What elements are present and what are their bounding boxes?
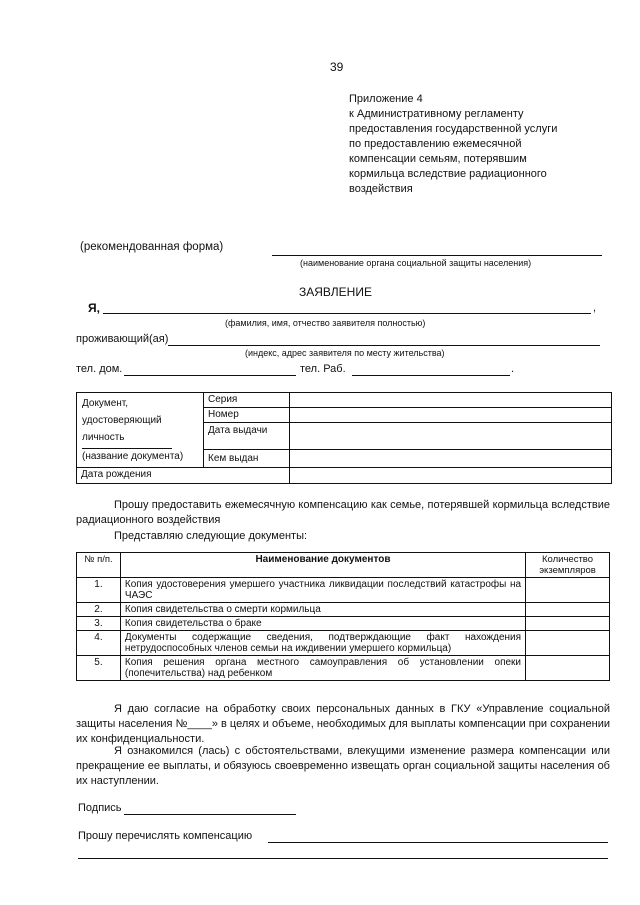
appendix-line: к Административному регламенту bbox=[349, 108, 524, 120]
number-label: Номер bbox=[208, 409, 239, 420]
appendix-block bbox=[349, 92, 609, 197]
table-row bbox=[77, 617, 610, 631]
issue-date-label: Дата выдачи bbox=[208, 425, 268, 436]
series-label: Серия bbox=[208, 394, 238, 405]
transfer-field[interactable] bbox=[268, 842, 608, 843]
ya-label: Я, bbox=[88, 301, 100, 315]
address-field[interactable] bbox=[168, 345, 600, 346]
signature-label: Подпись bbox=[78, 802, 122, 814]
table-row bbox=[77, 656, 610, 681]
series-field[interactable] bbox=[291, 394, 609, 406]
row-qty-field[interactable] bbox=[526, 617, 610, 631]
row-num: 1. bbox=[77, 578, 121, 603]
transfer-field-continued[interactable] bbox=[78, 858, 608, 859]
row-qty-field[interactable] bbox=[526, 656, 610, 681]
applicant-fio-field[interactable] bbox=[103, 313, 591, 314]
birth-date-field[interactable] bbox=[291, 469, 609, 482]
issued-by-field[interactable] bbox=[291, 451, 609, 466]
name-header: Наименование документов bbox=[120, 553, 525, 578]
number-field[interactable] bbox=[291, 409, 609, 421]
id-document-label-line: личность bbox=[82, 432, 125, 443]
consent-text: Я даю согласие на обработку своих персональных данных в ГКУ «Управление социальной защиты населения №____» в целях и объеме, необходимых для выплаты компенсации при сохранении их конфиденциальности. bbox=[76, 703, 610, 745]
appendix-line: воздействия bbox=[349, 183, 413, 195]
row-name: Документы содержащие сведения, подтверждающие факт нахождения нетрудоспособных членов семьи на иждивении умершего кормильца) bbox=[120, 631, 525, 656]
tel-work-label: тел. Раб. bbox=[300, 363, 346, 375]
row-name: Копия свидетельства о браке bbox=[120, 617, 525, 631]
tel-end-dot: . bbox=[511, 363, 515, 375]
birth-date-label: Дата рождения bbox=[81, 469, 152, 480]
row-name: Копия удостоверения умершего участника ликвидации последствий катастрофы на ЧАЭС bbox=[120, 578, 525, 603]
page-number: 39 bbox=[330, 60, 344, 74]
fio-caption: (фамилия, имя, отчество заявителя полностью) bbox=[225, 318, 426, 328]
agency-name-caption: (наименование органа социальной защиты населения) bbox=[300, 258, 532, 268]
recommended-form-label: (рекомендованная форма) bbox=[80, 241, 224, 253]
appendix-line: кормильца вследствие радиационного bbox=[349, 168, 547, 180]
appendix-line: компенсации семьям, потерявшим bbox=[349, 153, 527, 165]
id-document-table bbox=[76, 392, 612, 484]
tel-work-field[interactable] bbox=[352, 375, 510, 376]
request-text: Прошу предоставить ежемесячную компенсацию как семье, потерявшей кормильца вследствие радиационного воздействия bbox=[76, 499, 610, 526]
documents-table bbox=[76, 552, 610, 681]
form-title: ЗАЯВЛЕНИЕ bbox=[299, 285, 372, 299]
id-document-label-line: Документ, bbox=[82, 398, 129, 409]
agency-name-field[interactable] bbox=[272, 255, 602, 256]
id-document-label-line: удостоверяющий bbox=[82, 415, 162, 426]
row-num: 3. bbox=[77, 617, 121, 631]
appendix-line: предоставления государственной услуги bbox=[349, 123, 558, 135]
document-name-field[interactable] bbox=[82, 448, 172, 449]
qty-header: Количество экземпляров bbox=[526, 553, 610, 578]
document-name-caption: (название документа) bbox=[82, 451, 184, 462]
acknowledge-text: Я ознакомился (лась) с обстоятельствами, влекущими изменение размера компенсации или прекращение ее выплаты, и обязуюсь своевременно извещать орган социальной защиты населения об их наступлении. bbox=[76, 745, 610, 787]
table-header-row bbox=[77, 553, 610, 578]
id-document-label bbox=[82, 395, 162, 446]
issue-date-field[interactable] bbox=[291, 424, 609, 448]
row-qty-field[interactable] bbox=[526, 603, 610, 617]
row-qty-field[interactable] bbox=[526, 578, 610, 603]
docs-intro: Представляю следующие документы: bbox=[114, 530, 308, 542]
appendix-line: по предоставлению ежемесячной bbox=[349, 138, 522, 150]
row-qty-field[interactable] bbox=[526, 631, 610, 656]
row-name: Копия свидетельства о смерти кормильца bbox=[120, 603, 525, 617]
table-row bbox=[77, 631, 610, 656]
residing-label: проживающий(ая) bbox=[76, 333, 169, 345]
table-row bbox=[77, 603, 610, 617]
tel-home-label: тел. дом. bbox=[76, 363, 123, 375]
appendix-line: Приложение 4 bbox=[349, 93, 423, 105]
ya-comma: , bbox=[593, 302, 597, 314]
row-num: 5. bbox=[77, 656, 121, 681]
signature-field[interactable] bbox=[124, 814, 296, 815]
row-num: 2. bbox=[77, 603, 121, 617]
issued-by-label: Кем выдан bbox=[208, 453, 259, 464]
tel-home-field[interactable] bbox=[124, 375, 296, 376]
num-header: № п/п. bbox=[77, 553, 121, 578]
table-row bbox=[77, 578, 610, 603]
transfer-label: Прошу перечислять компенсацию bbox=[78, 830, 253, 842]
address-caption: (индекс, адрес заявителя по месту жительства) bbox=[245, 348, 445, 358]
row-name: Копия решения органа местного самоуправления об установлении опеки (попечительства) над ребенком bbox=[120, 656, 525, 681]
row-num: 4. bbox=[77, 631, 121, 656]
